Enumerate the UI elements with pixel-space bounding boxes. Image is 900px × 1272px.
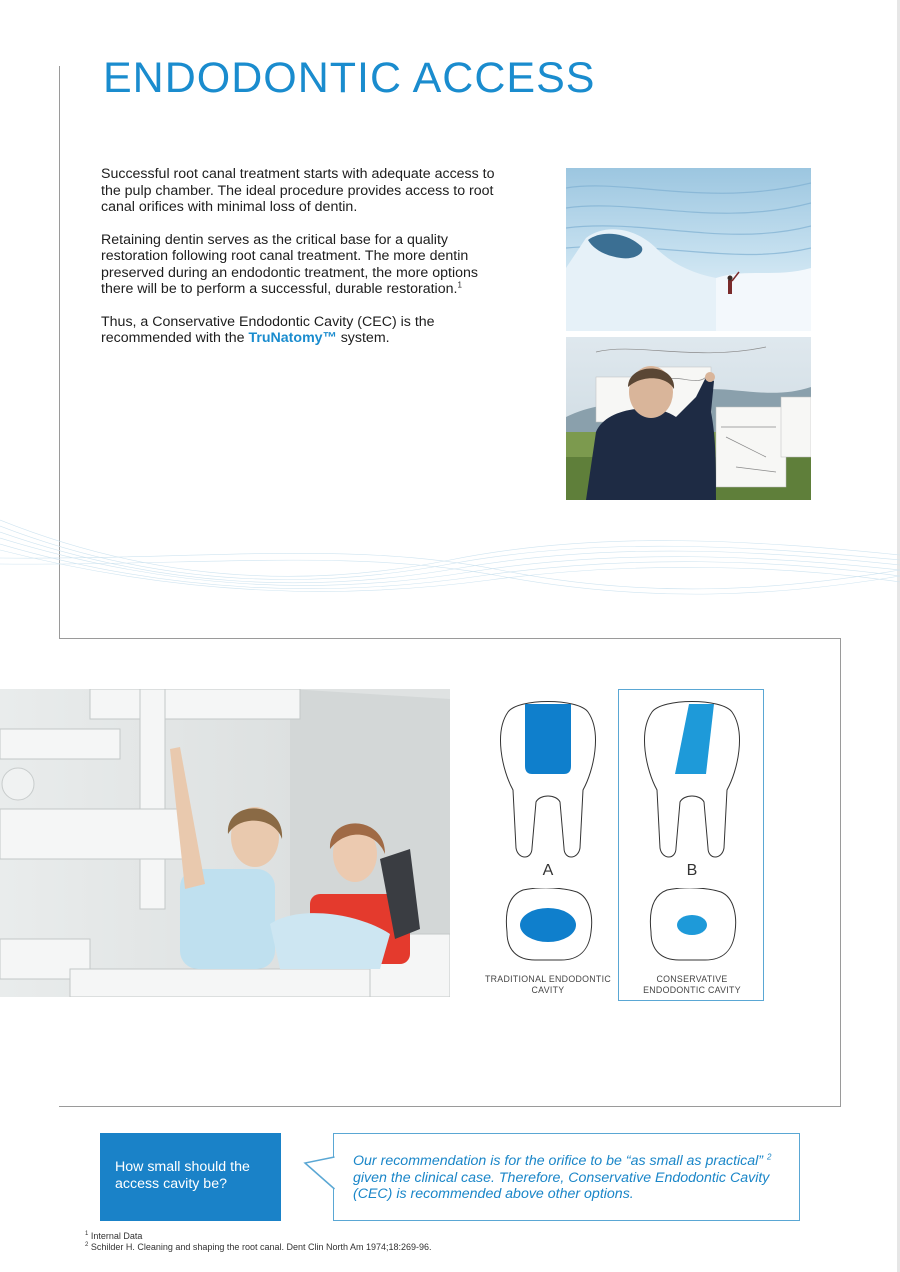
wave-decoration: [0, 500, 900, 610]
brand-name: TruNatomy™: [248, 330, 337, 346]
frame-right-line: [840, 638, 841, 1107]
footnote-2-text: Schilder H. Cleaning and shaping the root canal. Dent Clin North Am 1974;18:269-96.: [88, 1241, 432, 1252]
footnote-1-text: Internal Data: [88, 1231, 143, 1241]
footnote-ref-2: 2: [766, 1152, 772, 1162]
traditional-cavity-label: TRADITIONAL ENDODONTIC CAVITY: [484, 974, 611, 995]
ice-cave-photo: [566, 168, 811, 331]
footnote-1: [85, 1231, 432, 1242]
conservative-cavity-label: CONSERVATIVE ENDODONTIC CAVITY: [643, 974, 741, 995]
intro-paragraph-3-before: Thus, a Conservative Endodontic Cavity (CEC) is the recommended with the: [101, 313, 435, 346]
frame-middle-line: [59, 638, 841, 639]
tooth-a-top-diagram: [505, 888, 593, 962]
speech-pointer: [303, 1155, 336, 1195]
intro-paragraph-3: [101, 314, 511, 347]
footnote-ref-1: 1: [457, 280, 462, 290]
page-title: ENDODONTIC ACCESS: [103, 54, 596, 102]
question-box: [100, 1133, 281, 1221]
tooth-b-top-diagram: [649, 888, 737, 962]
intro-paragraph-1: Successful root canal treatment starts with adequate access to the pulp chamber. The ideal procedure provides access to root canal orifices with minimal loss of dentin.: [101, 166, 495, 215]
tooth-a-side-diagram: [498, 700, 598, 860]
intro-paragraph-2-text: Retaining dentin serves as the critical base for a quality restoration following root canal treatment. The more dentin preserved during an endodontic treatment, the more options there will be to perform a successful, durable restoration.: [101, 231, 478, 297]
footnote-1-mark: 1: [85, 1231, 89, 1237]
architect-photo: [566, 337, 811, 500]
footnote-2: [85, 1242, 432, 1253]
intro-paragraph-3-after: system.: [336, 330, 390, 346]
tooth-b-side-diagram: [642, 700, 742, 860]
answer-box: [333, 1133, 800, 1221]
intro-text: [101, 166, 511, 363]
footnote-2-mark: 2: [85, 1241, 89, 1248]
dental-clinic-photo: [0, 689, 450, 997]
answer-text-2: given the clinical case. Therefore, Conservative Endodontic Cavity (CEC) is recommended above other options.: [353, 1169, 770, 1202]
frame-bottom-line: [59, 1106, 841, 1107]
diagram-letter-b: B: [686, 862, 698, 879]
question-text: How small should the access cavity be?: [115, 1159, 250, 1192]
answer-text-1: Our recommendation is for the orifice to be “as small as practical”: [353, 1153, 767, 1169]
footnotes: [85, 1231, 432, 1252]
diagram-letter-a: A: [542, 862, 554, 879]
intro-paragraph-2: [101, 232, 511, 298]
